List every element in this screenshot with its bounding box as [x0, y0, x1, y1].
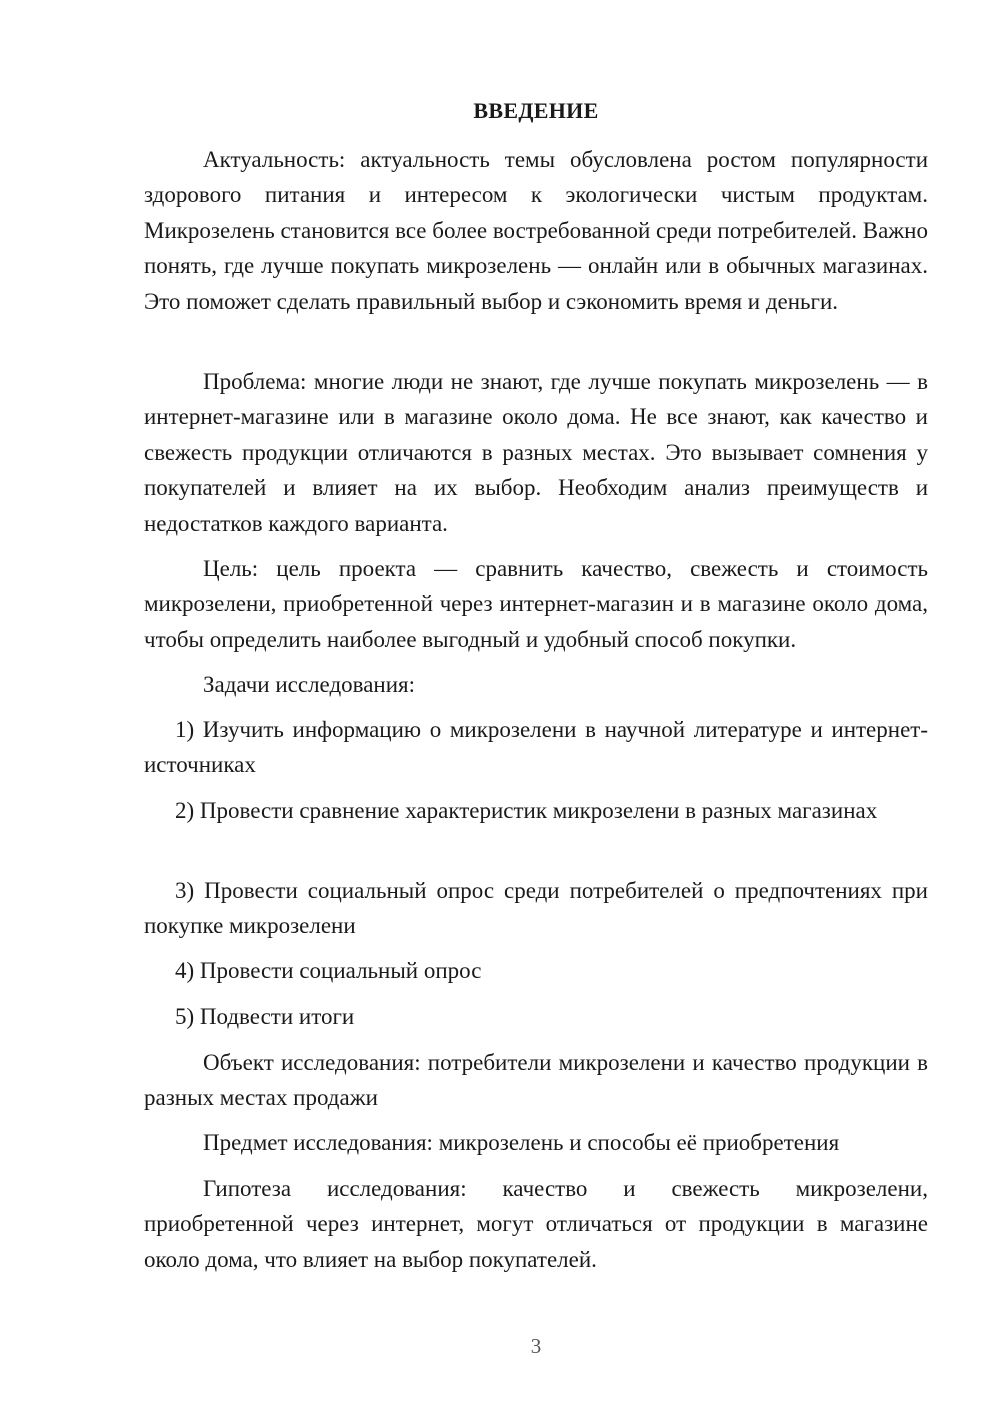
task-item-3: 3) Провести социальный опрос среди потребителей о предпочтениях при покупке микрозелени — [144, 878, 928, 939]
page-number: 3 — [530, 1334, 542, 1358]
subject-paragraph: Предмет исследования: микрозелень и способы её приобретения — [203, 1130, 840, 1155]
problem-paragraph: Проблема: многие люди не знают, где лучше покупать микрозелень — в интернет-магазине или в магазине около дома. Не все знают, как качество и свежесть продукции отличаются в разных местах. Это вызывает сомнения у покупателей и влияет на их выбор. Необходим анализ преимуществ и недостатков каждого варианта. — [144, 369, 928, 536]
goal-paragraph: Цель: цель проекта — сравнить качество, свежесть и стоимость микрозелени, приобретенной через интернет-магазин и в магазине около дома, чтобы определить наиболее выгодный и удобный способ покупки. — [144, 556, 928, 652]
tasks-title: Задачи исследования: — [203, 672, 416, 697]
object-paragraph: Объект исследования: потребители микрозелени и качество продукции в разных местах продажи — [144, 1050, 928, 1111]
hypothesis-paragraph: Гипотеза исследования: качество и свежесть микрозелени, приобретенной через интернет, могут отличаться от продукции в магазине около дома, что влияет на выбор покупателей. — [144, 1176, 928, 1272]
task-item-2: 2) Провести сравнение характеристик микрозелени в разных магазинах — [175, 798, 878, 823]
relevance-paragraph: Актуальность: актуальность темы обусловлена ростом популярности здорового питания и интересом к экологически чистым продуктам. Микрозелень становится все более востребованной среди потребителей. Важно понять, где лучше покупать микрозелень — онлайн или в обычных магазинах. Это поможет сделать правильный выбор и сэкономить время и деньги. — [144, 147, 928, 314]
task-item-1: 1) Изучить информацию о микрозелени в научной литературе и интернет-источниках — [144, 717, 928, 778]
section-heading: ВВЕДЕНИЕ — [473, 98, 599, 123]
task-item-5: 5) Подвести итоги — [175, 1004, 355, 1029]
task-item-4: 4) Провести социальный опрос — [175, 958, 482, 983]
